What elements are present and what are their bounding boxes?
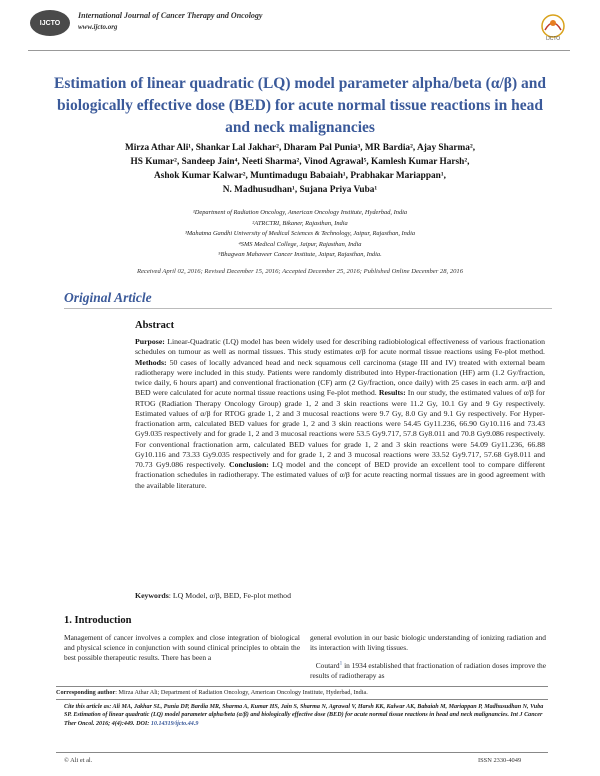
introduction-right-column [310,633,546,689]
author-list [70,141,530,197]
issn: ISSN 2330-4049 [478,757,522,764]
corresponding-label: Corresponding author [56,689,116,696]
methods-text: 50 cases of locally advanced head and neck squamous cell carcinoma (stage III and IV) treated with external beam radiotherapy were included in this study. Patients were randomly distributed into Hyper-fractionation (HF) arm (1.2 Gy/fraction, twice daily, 6 hours apart) and conventional fractionation (CF) arm (2 Gy/fraction, once daily) with 25 cases in each arm. α/β and BED were calculated for acute normal tissue reactions using Fe-plot method. [135,357,545,398]
corresponding-text: : Mirza Athar Ali; Department of Radiation Oncology, American Oncology Institute, Hyderbad, India. [115,689,368,696]
affiliation: ³Mahatma Gandhi University of Medical Sciences & Technology, Jaipur, Rajasthan, India [184,230,416,237]
article-title: Estimation of linear quadratic (LQ) model parameter alpha/beta (α/β) and biologically effective dose (BED) for acute normal tissue reactions in head and neck malignancies [54,75,546,136]
affiliation: ⁵Bhagwan Mahaveer Cancer Institute, Jaipur, Rajasthan, India. [218,251,382,258]
publication-dates: Received April 02, 2016; Revised December 15, 2016; Accepted December 25, 2016; Published Online December 28, 2016 [136,268,464,275]
author-line: N. Madhusudhan¹, Sujana Priya Vuba¹ [222,185,378,195]
abstract-body [135,337,545,491]
citation-text: Cite this article as: Ali MA, Jakhar SL, Punia DP, Bardia MR, Sharma A, Kumar HS, Jain S, Sharma N, Agrawal V, Harsh KK, Kalwar AK, Babaiah M, Mariappan P, Madhusudhan N, Vuba SP. Estimation of linear quadratic (LQ) model parameter alpha/beta (α/β) and biologically effective dose (BED) for acute normal tissue reactions in head and neck malignancies. Int J Cancer Ther Oncol. 2016; 4(4):449. DOI: [64,704,544,727]
author-line: Ashok Kumar Kalwar², Muntimadugu Babaiah¹, Prabhakar Mariappan¹, [154,171,446,181]
results-label: Results: [378,388,406,398]
keywords-text: : LQ Model, α/β, BED, Fe-plot method [168,591,291,600]
corresponding-author [56,686,548,700]
affiliation: ²ATRCTRI, Bikaner, Rajasthan, India [252,219,348,227]
author-line: Mirza Athar Ali¹, Shankar Lal Jakhar², Dharam Pal Punia³, MR Bardia², Ajay Sharma², [124,143,476,153]
affiliation-list [80,208,520,261]
results-text: In our study, the estimated values of α/β for RTOG (Radiation Therapy Oncology Group) grade 1, 2 and 3 skin reactions were 11.2 Gy, 10.1 Gy and 9 Gy respectively. Estimated values of α/β for RTOG grade 1, 2 and 3 mucosal reactions were 9.7 Gy, 8.0 Gy and 9.1 Gy respectively. For Hyper-fractionation arm, calculated BED values for grade 1, 2 and 3 skin reactions were 54.45 Gy11.236, 66.90 Gy10.116 and 73.43 Gy9.035 respectively and for grade 1, 2 and 3 mucosal reactions were 53.5 Gy9.717, 57.8 Gy8.011 and 70.8 Gy9.086 respectively. For conventional fractionation arm, calculated BED values for grade 1, 2 and 3 skin reactions were 54.09 Gy11.236, 66.88 Gy10.116 and 73.33 Gy9.035 respectively and for grade 1, 2 and 3 mucosal reactions were 33.52 Gy9.717, 57.68 Gy8.011 and 70.73 Gy9.086 respectively. [135,388,545,469]
abstract-heading: Abstract [135,320,175,331]
journal-logo-text: IJCTO [39,19,61,27]
conclusion-text: LQ model and the concept of BED provide an excellent tool to compare different fractionation schedules in radiotherapy. The estimated values of α/β for acute reacting normal tissues are in good agreement with the available literature. [135,460,545,490]
article-type-divider [64,308,552,309]
purpose-label: Purpose: [135,337,165,346]
methods-label: Methods: [135,357,167,367]
affiliation: ⁴SMS Medical College, Jaipur, Rajasthan, India [238,240,362,248]
conclusion-label: Conclusion: [229,460,269,469]
keywords [135,591,291,600]
introduction-heading: 1. Introduction [64,615,132,626]
journal-name: International Journal of Cancer Therapy and Oncology [78,11,263,20]
intro-paragraph [310,661,546,681]
emblem-text: IJCTO [545,36,561,42]
article-type: Original Article [64,290,152,305]
journal-logo [30,10,70,36]
intro-text: in 1934 established that fractionation of radiation doses improve the results of radiotherapy as [310,661,546,681]
introduction-left-column: Management of cancer involves a complex and close integration of biological and physical science in conjunction with sound clinical principles to obtain the best possible therapeutic results. There has been a [64,633,300,663]
affiliation: ¹Department of Radiation Oncology, American Oncology Institute, Hyderbad, India [192,209,408,216]
cited-author: Coutard [315,661,340,671]
citation [64,703,548,728]
copyright: © Ali et al. [64,757,93,764]
purpose-text: Linear-Quadratic (LQ) model has been widely used for describing radiobiological effectiveness of various fractionation schedules on tumour as well as normal tissues. This study estimates α/β for acute normal tissue reactions using Fe-plot method. [135,337,545,357]
header-divider [28,50,570,51]
author-line: HS Kumar², Sandeep Jain⁴, Neeti Sharma², Vinod Agrawal⁵, Kamlesh Kumar Harsh², [130,157,470,167]
doi-link[interactable]: 10.14319/ijcto.44.9 [150,720,199,727]
journal-emblem-icon [533,12,573,44]
journal-url[interactable]: www.ijcto.org [78,23,118,31]
keywords-label: Keywords [135,591,169,600]
intro-paragraph: general evolution in our basic biologic understanding of ionizing radiation and its interaction with living tissues. [310,633,546,653]
reference-link[interactable]: 1 [339,660,343,667]
footer-divider [56,752,548,753]
